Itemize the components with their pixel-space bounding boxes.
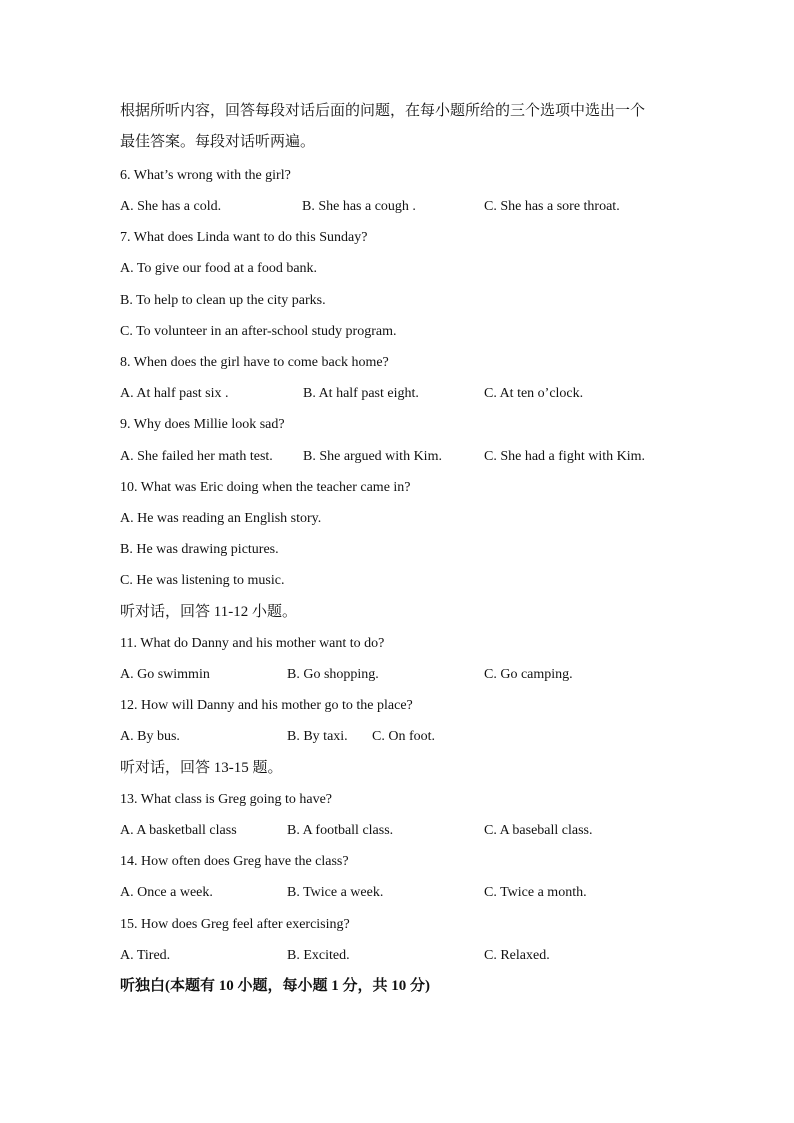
question-10-option-a: A. He was reading an English story. — [120, 511, 322, 526]
question-10-stem: 10. What was Eric doing when the teacher came in? — [120, 480, 411, 495]
question-10-option-b: B. He was drawing pictures. — [120, 542, 279, 557]
section-heading-13-15: 听对话，回答 13-15 题。 — [120, 760, 283, 776]
option-a: A. Go swimmin — [120, 667, 210, 682]
section-heading-monologue: 听独白(本题有 10 小题，每小题 1 分，共 10 分) — [120, 978, 430, 994]
question-14-stem: 14. How often does Greg have the class? — [120, 854, 349, 869]
option-b: B. By taxi. — [287, 729, 348, 744]
option-c: C. Go camping. — [484, 667, 573, 682]
option-a: A. She has a cold. — [120, 199, 222, 214]
option-a: A. By bus. — [120, 729, 180, 744]
option-c: C. At ten o’clock. — [484, 386, 584, 401]
question-8-stem: 8. When does the girl have to come back home? — [120, 355, 389, 370]
question-7-option-b: B. To help to clean up the city parks. — [120, 293, 326, 308]
question-10-option-c: C. He was listening to music. — [120, 573, 285, 588]
question-7-option-a: A. To give our food at a food bank. — [120, 261, 318, 276]
option-c: C. She has a sore throat. — [484, 199, 620, 214]
option-a: A. A basketball class — [120, 823, 237, 838]
option-a: A. She failed her math test. — [120, 449, 273, 464]
option-b: B. Excited. — [287, 948, 350, 963]
question-15-stem: 15. How does Greg feel after exercising? — [120, 917, 350, 932]
option-b: B. She has a cough . — [302, 199, 416, 214]
option-c: C. Twice a month. — [484, 885, 587, 900]
question-11-stem: 11. What do Danny and his mother want to do? — [120, 636, 385, 651]
question-9-stem: 9. Why does Millie look sad? — [120, 417, 285, 432]
question-7-stem: 7. What does Linda want to do this Sunday? — [120, 230, 368, 245]
question-13-stem: 13. What class is Greg going to have? — [120, 792, 333, 807]
option-c: C. She had a fight with Kim. — [484, 449, 645, 464]
option-b: B. Twice a week. — [287, 885, 384, 900]
option-b: B. At half past eight. — [303, 386, 419, 401]
option-c: C. Relaxed. — [484, 948, 550, 963]
option-a: A. At half past six . — [120, 386, 229, 401]
question-7-option-c: C. To volunteer in an after-school study program. — [120, 324, 397, 339]
option-c: C. A baseball class. — [484, 823, 593, 838]
option-c: C. On foot. — [372, 729, 435, 744]
option-b: B. A football class. — [287, 823, 394, 838]
intro-line-1: 根据所听内容，回答每段对话后面的问题，在每小题所给的三个选项中选出一个 — [120, 103, 646, 119]
question-6-stem: 6. What’s wrong with the girl? — [120, 168, 291, 183]
question-12-stem: 12. How will Danny and his mother go to the place? — [120, 698, 413, 713]
option-b: B. She argued with Kim. — [303, 449, 442, 464]
section-heading-11-12: 听对话，回答 11-12 小题。 — [120, 604, 297, 620]
option-b: B. Go shopping. — [287, 667, 379, 682]
option-a: A. Once a week. — [120, 885, 213, 900]
option-a: A. Tired. — [120, 948, 171, 963]
intro-line-2: 最佳答案。每段对话听两遍。 — [120, 134, 316, 150]
